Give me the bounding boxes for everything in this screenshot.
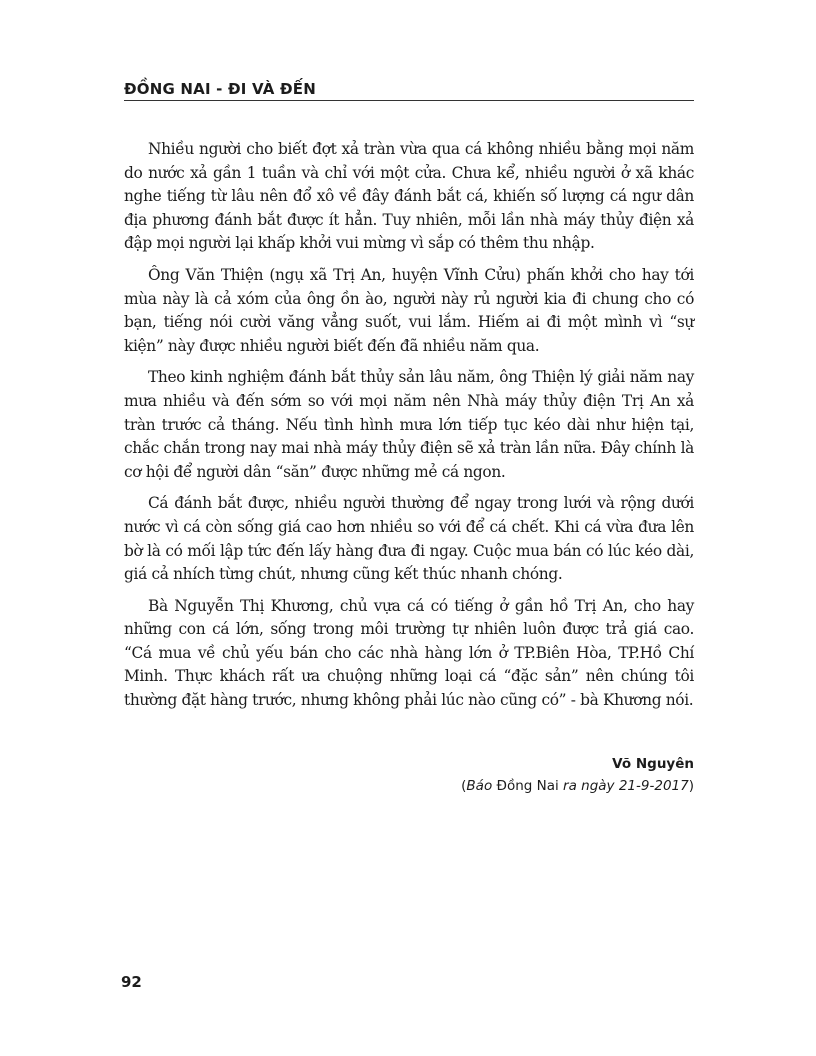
article-body [124,138,694,721]
paragraph: Bà Nguyễn Thị Khương, chủ vựa cá có tiếng ở gần hồ Trị An, cho hay những con cá lớn, sống trong môi trường tự nhiên luôn được trả giá cao. “Cá mua về chủ yếu bán cho các nhà hàng lớn ở TP.Biên Hòa, TP.Hồ Chí Minh. Thực khách rất ưa chuộng những loại cá “đặc sản” nên chúng tôi thường đặt hàng trước, nhưng không phải lúc nào cũng có” - bà Khương nói. [124,596,694,710]
source-open-paren: ( [461,778,467,794]
paragraph: Theo kinh nghiệm đánh bắt thủy sản lâu năm, ông Thiện lý giải năm nay mưa nhiều và đến sớm so với mọi năm nên Nhà máy thủy điện Trị An xả tràn trước cả tháng. Nếu tình hình mưa lớn tiếp tục kéo dài như hiện tại, chắc chắn trong nay mai nhà máy thủy điện sẽ xả tràn lần nữa. Đây chính là cơ hội để người dân “săn” được những mẻ cá ngon. [124,368,694,481]
paragraph: Nhiều người cho biết đợt xả tràn vừa qua cá không nhiều bằng mọi năm do nước xả gần 1 tuần và chỉ với một cửa. Chưa kể, nhiều người ở xã khác nghe tiếng từ lâu nên đổ xô về đây đánh bắt cá, khiến số lượng cá ngư dân địa phương đánh bắt được ít hẳn. Tuy nhiên, mỗi lần nhà máy thủy điện xả đập mọi người lại khấp khởi vui mừng vì sắp có thêm thu nhập. [124,140,694,253]
page-number: 92 [121,973,142,991]
author-byline: Võ Nguyên [612,756,694,772]
running-header: ĐỒNG NAI - ĐI VÀ ĐẾN [124,80,316,98]
source-paper-name: Đồng Nai [492,778,564,794]
source-date: ra ngày 21-9-2017 [563,778,689,794]
header-divider [124,100,694,101]
source-close-paren: ) [688,778,694,794]
source-citation [461,778,694,794]
paragraph: Cá đánh bắt được, nhiều người thường để ngay trong lưới và rộng dưới nước vì cá còn sống giá cao hơn nhiều so với để cá chết. Khi cá vừa đưa lên bờ là có mối lập tức đến lấy hàng đưa đi ngay. Cuộc mua bán có lúc kéo dài, giá cả nhích từng chút, nhưng cũng kết thúc nhanh chóng. [124,494,694,584]
paragraph: Ông Văn Thiện (ngụ xã Trị An, huyện Vĩnh Cửu) phấn khởi cho hay tới mùa này là cả xóm của ông ồn ào, người này rủ người kia đi chung cho có bạn, tiếng nói cười văng vẳng suốt, vui lắm. Hiếm ai đi một mình vì “sự kiện” này được nhiều người biết đến đã nhiều năm qua. [124,265,694,355]
source-paper-prefix: Báo [466,778,493,794]
